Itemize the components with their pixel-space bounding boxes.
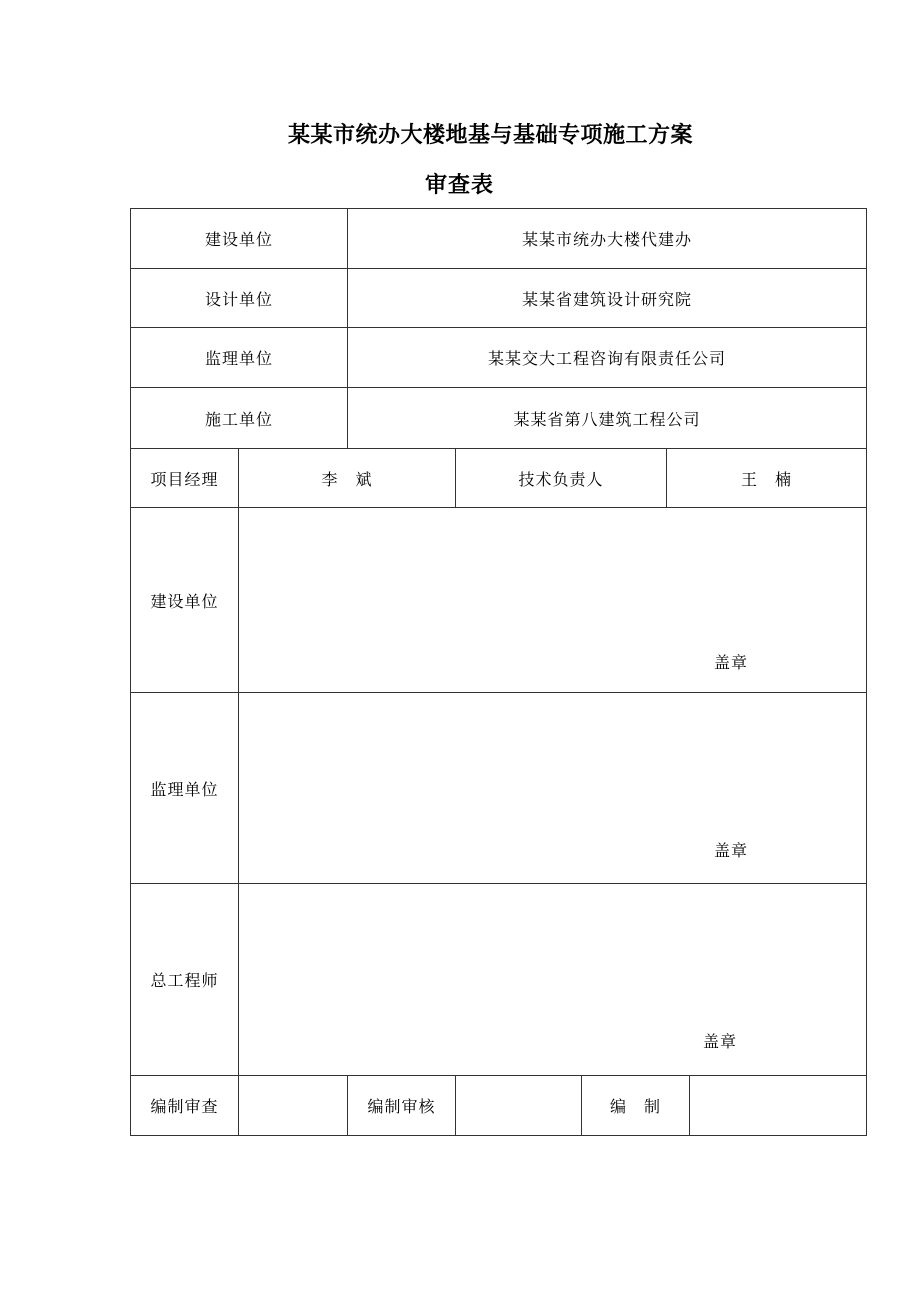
review-owner-stamp: 盖章 [714, 653, 749, 672]
design-unit-label: 设计单位 [204, 289, 273, 309]
review-chief-engineer-stamp: 盖章 [703, 1032, 738, 1051]
review-supervision-stamp: 盖章 [714, 841, 749, 860]
table-rule [130, 1135, 867, 1136]
compiled-audit-label: 编制审核 [367, 1097, 436, 1116]
contractor-unit-value: 某某省第八建筑工程公司 [513, 409, 701, 429]
construction-unit-value: 某某市统办大楼代建办 [521, 230, 692, 249]
compiler-label: 编 制 [609, 1097, 661, 1116]
technical-lead-label: 技术负责人 [518, 469, 604, 489]
compiled-review-label: 编制审查 [150, 1097, 219, 1116]
construction-unit-label: 建设单位 [204, 230, 273, 249]
supervision-unit-value: 某某交大工程咨询有限责任公司 [487, 349, 726, 368]
supervision-unit-label: 监理单位 [204, 349, 273, 368]
review-owner-label: 建设单位 [150, 591, 219, 611]
project-manager-name: 李 斌 [321, 469, 373, 489]
table-rule [130, 883, 867, 884]
document-title: 某某市统办大楼地基与基础专项施工方案 [288, 122, 694, 148]
document-subtitle: 审查表 [425, 172, 495, 198]
table-rule [866, 208, 867, 1136]
compiled-audit-signature [456, 1076, 581, 1135]
review-supervision-label: 监理单位 [150, 779, 219, 799]
review-chief-engineer-label: 总工程师 [150, 971, 219, 990]
technical-lead-name: 王 楠 [740, 469, 792, 489]
table-rule [130, 507, 867, 508]
design-unit-value: 某某省建筑设计研究院 [521, 289, 692, 309]
compiled-review-signature [239, 1076, 347, 1135]
compiler-signature [690, 1076, 866, 1135]
table-rule [130, 692, 867, 693]
project-manager-label: 项目经理 [150, 469, 219, 489]
table-rule [238, 448, 239, 1136]
contractor-unit-label: 施工单位 [204, 409, 273, 429]
